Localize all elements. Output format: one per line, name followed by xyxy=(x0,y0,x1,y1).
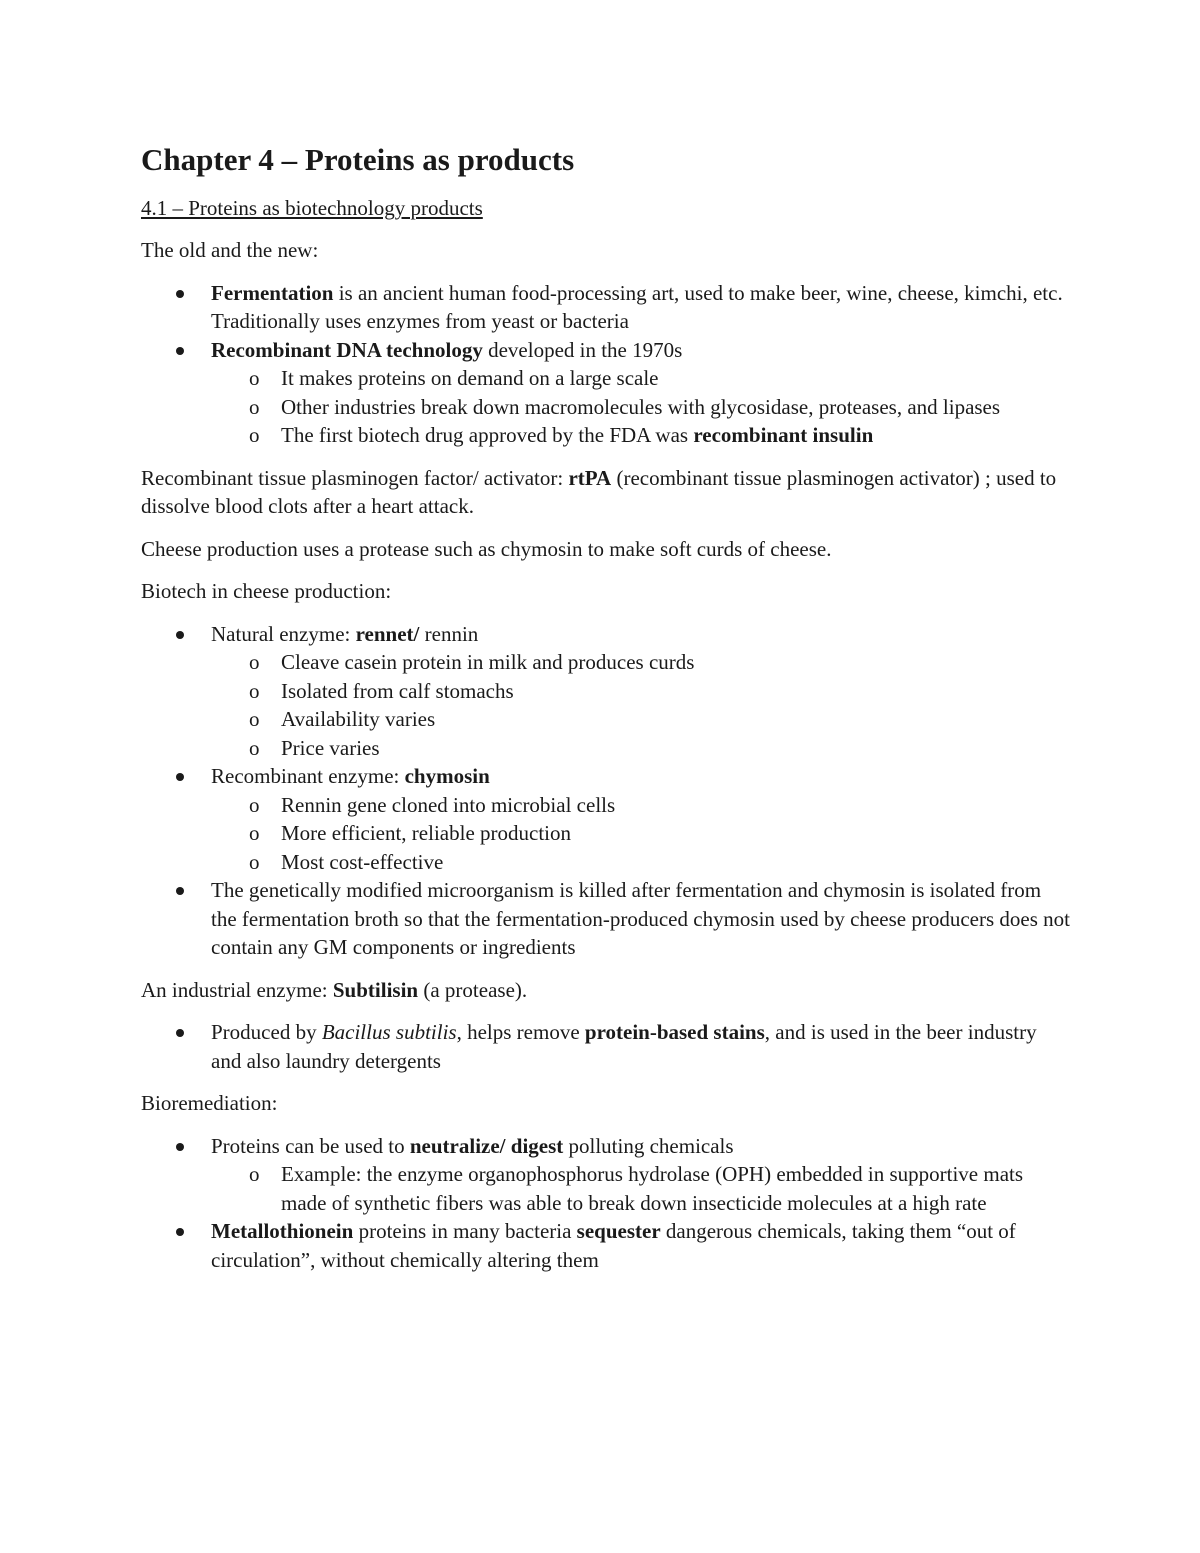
bullet-list xyxy=(141,1018,1071,1075)
list-item xyxy=(141,1217,1071,1274)
cheese-paragraph: Cheese production uses a protease such as chymosin to make soft curds of cheese. xyxy=(141,536,832,561)
paragraph-text: (a protease). xyxy=(418,977,528,1002)
rtpa-paragraph xyxy=(141,464,1071,521)
bullet-list xyxy=(141,620,1071,962)
sub-list-item xyxy=(211,364,1071,393)
paragraph-text: (recombinant tissue plasminogen activator) ; used to dissolve blood clots after a heart attack. xyxy=(141,465,1057,518)
sub-item-text: Other industries break down macromolecules with glycosidase, proteases, and lipases xyxy=(281,394,1001,419)
list-item-text: is an ancient human food-processing art, used to make beer, wine, cheese, kimchi, etc. Traditionally uses enzymes from yeast or bacteria xyxy=(211,280,1063,333)
sub-bullet-marker: o xyxy=(249,707,260,731)
sub-bullet-marker: o xyxy=(249,423,260,447)
term-bold: Metallothionein xyxy=(211,1219,354,1243)
sub-list-item xyxy=(211,734,1071,763)
sub-bullet-marker: o xyxy=(249,849,260,874)
sub-list-item xyxy=(211,421,1071,450)
list-item-text: Proteins can be used to xyxy=(211,1133,410,1158)
list-item-text: polluting chemicals xyxy=(563,1133,734,1158)
list-item xyxy=(141,876,1071,962)
biotech-heading: Biotech in cheese production: xyxy=(141,579,392,603)
sub-bullet-marker: o xyxy=(249,1162,260,1186)
industrial-enzyme-paragraph xyxy=(141,976,1071,1005)
sub-list-item xyxy=(211,1160,1071,1217)
term-bold: rennet/ xyxy=(355,621,420,646)
list-item-text: rennin xyxy=(419,621,479,646)
sub-bullet-marker: o xyxy=(249,366,260,390)
sub-item-text: Most cost-effective xyxy=(281,849,444,874)
sub-bullet-marker: o xyxy=(249,821,260,845)
list-item-text: Recombinant enzyme: xyxy=(211,764,405,788)
sub-bullet-marker: o xyxy=(249,394,260,419)
list-item-text: The genetically modified microorganism is killed after fermentation and chymosin is isolated from the fermentation broth so that the fermentation-produced chymosin used by cheese producers does not contain any GM components or ingredients xyxy=(211,878,1070,959)
term-bold: protein-based stains xyxy=(584,1020,765,1044)
sub-bullet-marker: o xyxy=(249,792,260,817)
term-bold: neutralize/ digest xyxy=(409,1133,564,1158)
list-item xyxy=(141,1018,1071,1075)
term-bold: recombinant insulin xyxy=(693,423,874,447)
term-bold: Fermentation xyxy=(211,280,334,305)
list-item-text: Natural enzyme: xyxy=(211,621,356,646)
bioremediation-heading: Bioremediation: xyxy=(141,1091,278,1115)
section-heading: 4.1 – Proteins as biotechnology products xyxy=(141,196,483,220)
sub-item-text: Rennin gene cloned into microbial cells xyxy=(281,792,616,817)
sub-item-text: Isolated from calf stomachs xyxy=(281,678,514,703)
bullet-list xyxy=(141,279,1071,450)
sub-item-text: More efficient, reliable production xyxy=(281,821,572,845)
species-italic: Bacillus subtilis xyxy=(321,1020,457,1044)
list-item xyxy=(141,336,1071,450)
list-item-text: , and is used in the beer industry and also laundry detergents xyxy=(211,1020,1037,1073)
paragraph-text: An industrial enzyme: xyxy=(141,977,333,1002)
sub-bullet-marker: o xyxy=(249,650,260,674)
sub-list-item xyxy=(211,648,1071,677)
bullet-list xyxy=(141,1132,1071,1275)
document-body xyxy=(141,236,1071,1288)
list-item-text: Produced by xyxy=(211,1020,322,1044)
term-bold: chymosin xyxy=(404,764,490,788)
term-bold: sequester xyxy=(576,1219,661,1243)
term-bold: Recombinant DNA technology xyxy=(211,337,483,362)
list-item xyxy=(141,279,1071,336)
sub-list-item xyxy=(211,848,1071,877)
sub-item-text: The first biotech drug approved by the FDA was xyxy=(281,423,694,447)
list-item-text: proteins in many bacteria xyxy=(353,1219,577,1243)
term-bold: rtPA xyxy=(568,465,612,490)
chapter-title: Chapter 4 – Proteins as products xyxy=(141,142,575,177)
sub-bullet-marker: o xyxy=(249,735,260,760)
list-item-text: dangerous chemicals, taking them “out of circulation”, without chemically altering them xyxy=(211,1219,1016,1272)
sub-list-item xyxy=(211,677,1071,706)
sub-list-item xyxy=(211,393,1071,422)
sub-item-text: Price varies xyxy=(281,735,380,760)
sub-item-text: Example: the enzyme organophosphorus hydrolase (OPH) embedded in supportive mats made of synthetic fibers was able to break down insecticide molecules at a high rate xyxy=(281,1162,1024,1215)
old-new-heading: The old and the new: xyxy=(141,238,319,262)
sub-bullet-marker: o xyxy=(249,678,260,703)
list-item-text: , helps remove xyxy=(456,1020,585,1044)
list-item xyxy=(141,762,1071,876)
paragraph-text: Recombinant tissue plasminogen factor/ activator: xyxy=(141,465,569,490)
sub-list-item xyxy=(211,819,1071,848)
sub-item-text: Availability varies xyxy=(281,707,436,731)
list-item xyxy=(141,620,1071,763)
list-item xyxy=(141,1132,1071,1218)
sub-list-item xyxy=(211,791,1071,820)
sub-item-text: Cleave casein protein in milk and produces curds xyxy=(281,650,695,674)
sub-item-text: It makes proteins on demand on a large scale xyxy=(281,366,659,390)
sub-list-item xyxy=(211,705,1071,734)
term-bold: Subtilisin xyxy=(332,977,419,1002)
list-item-text: developed in the 1970s xyxy=(482,337,683,362)
